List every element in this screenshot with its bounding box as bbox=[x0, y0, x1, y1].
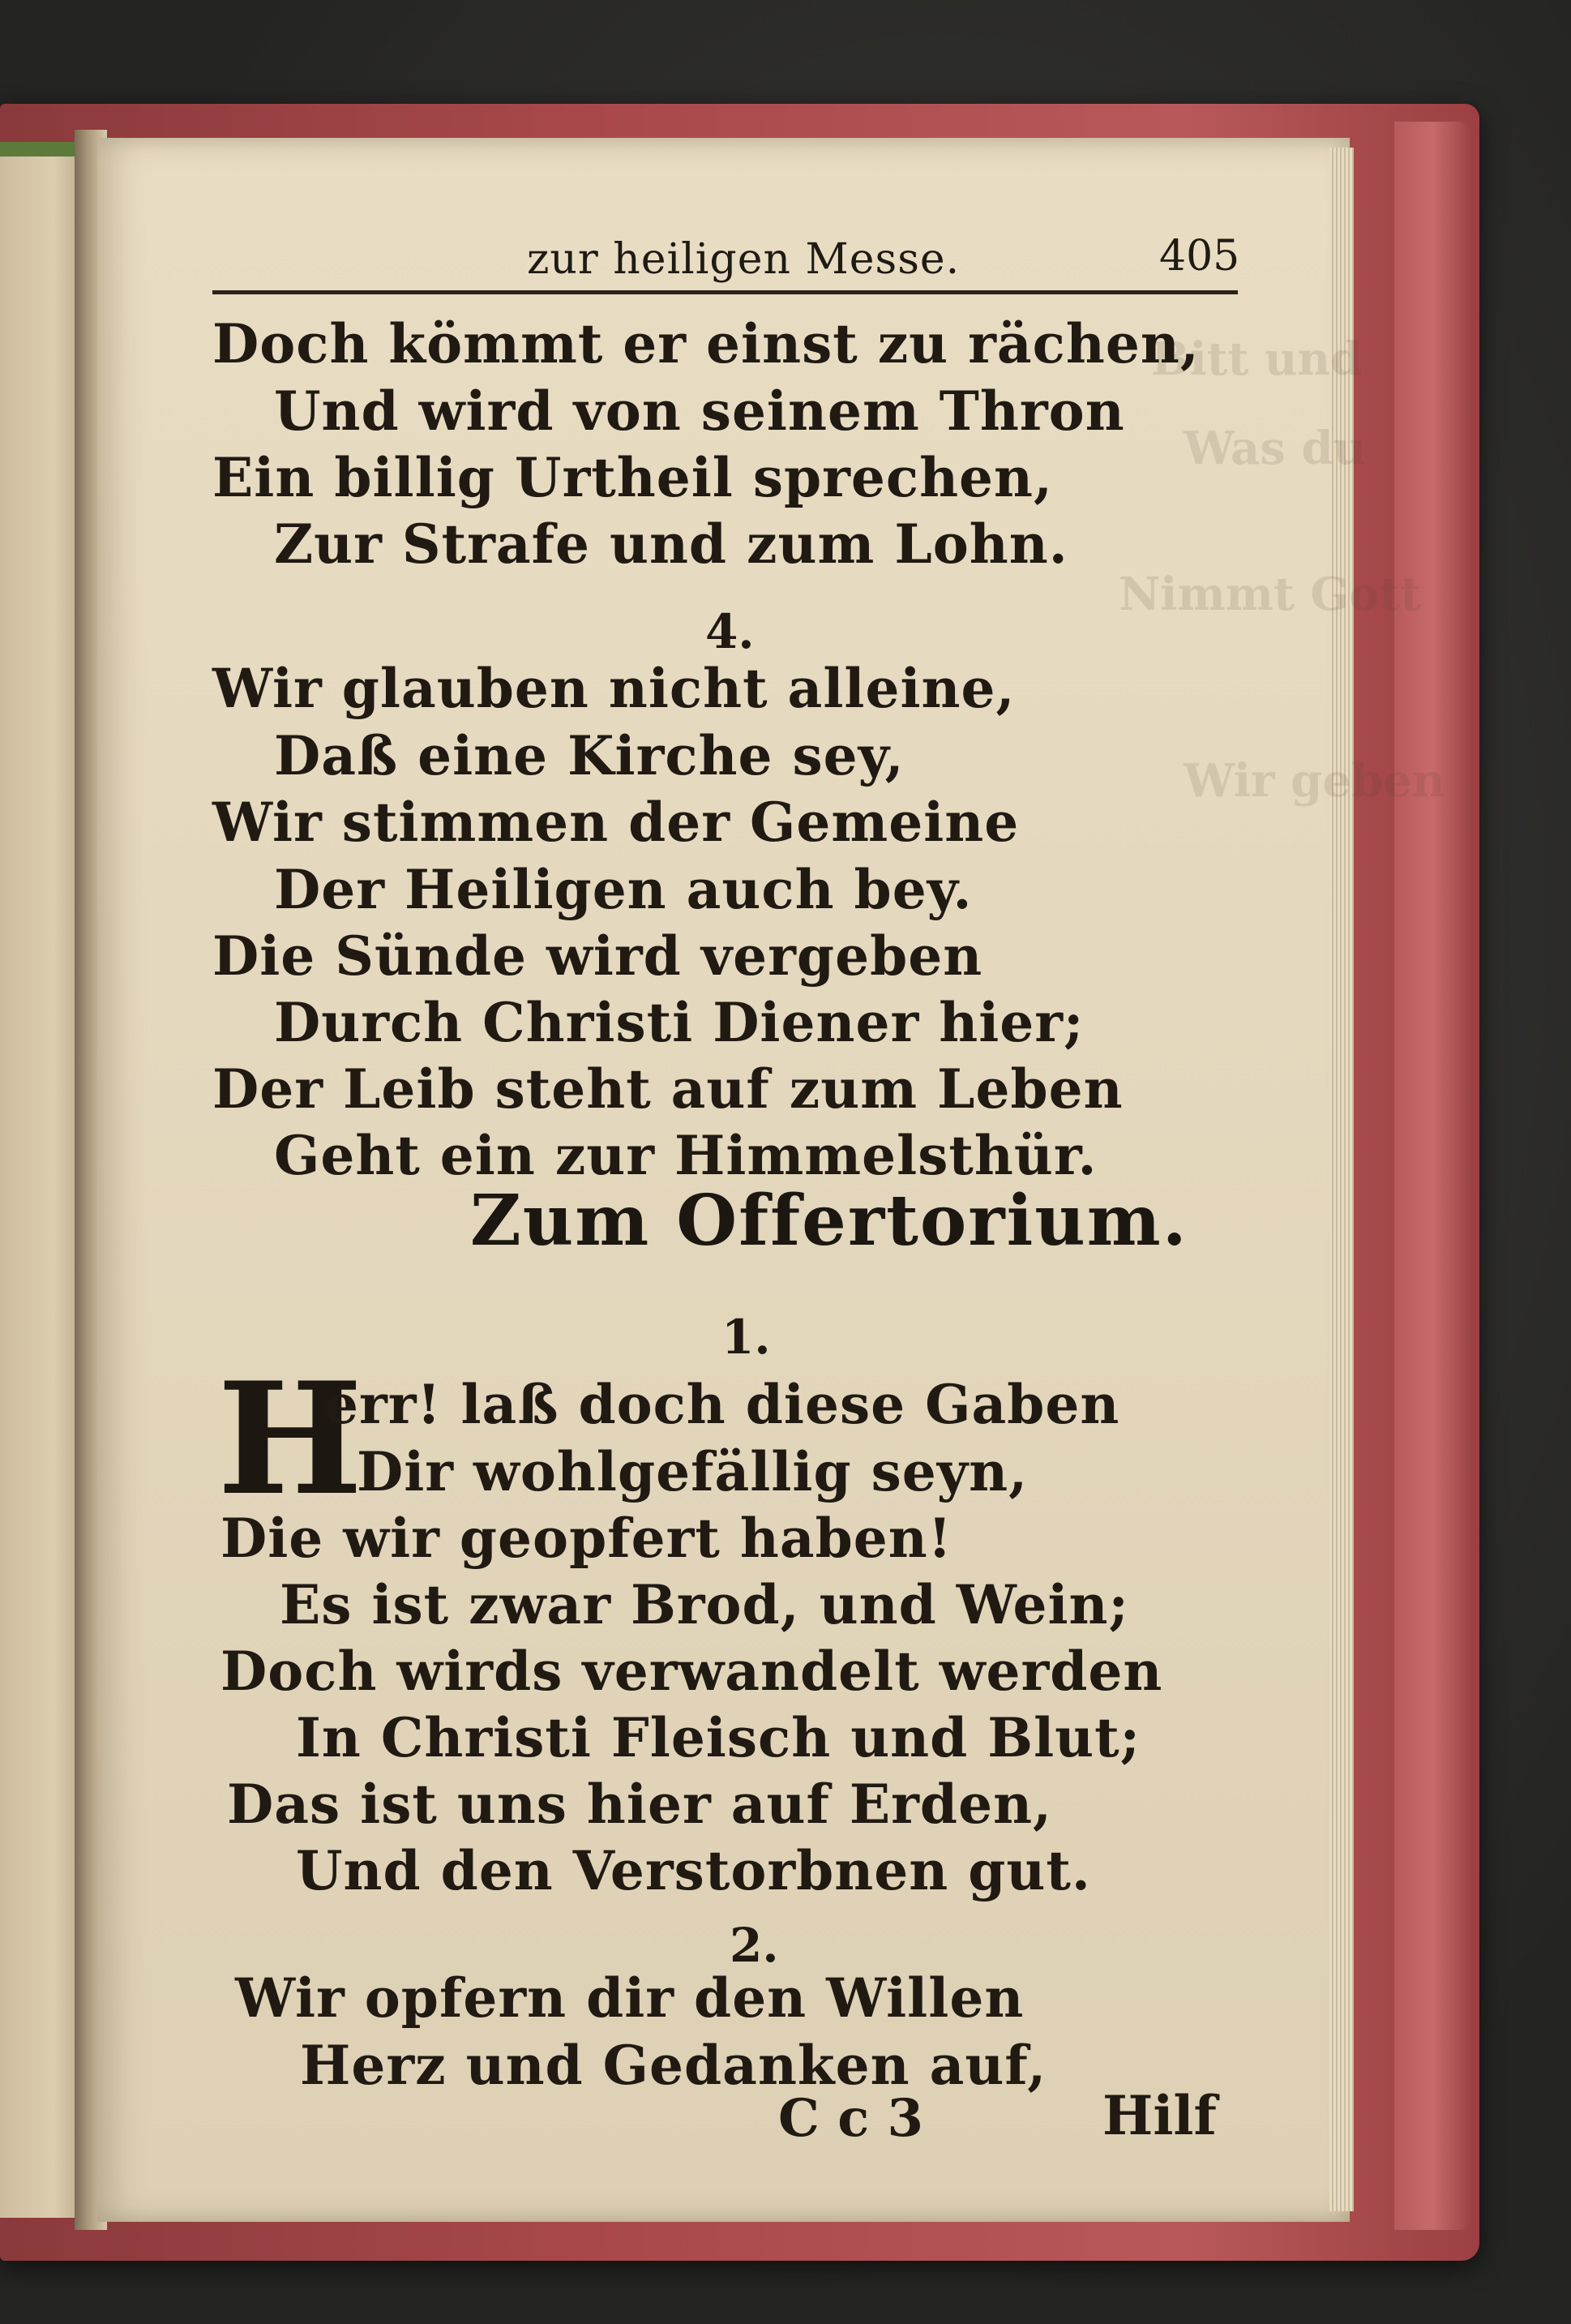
page-header bbox=[113, 225, 1248, 282]
show-through-text: Wir geben bbox=[1184, 754, 1445, 808]
stanza-number: 1. bbox=[721, 1310, 771, 1365]
catchword: Hilf bbox=[1102, 2084, 1217, 2147]
running-title: zur heiligen Messe. bbox=[527, 235, 961, 284]
verse-line: Ein billig Urtheil sprechen, bbox=[212, 446, 1054, 509]
stanza-number: 4. bbox=[705, 604, 755, 659]
cover-edge bbox=[1394, 122, 1471, 2230]
show-through-text: Bitt und bbox=[1151, 332, 1363, 386]
verse-line: Herz und Gedanken auf, bbox=[300, 2034, 1047, 2097]
verse-line: Durch Christi Diener hier; bbox=[274, 991, 1085, 1054]
verse-line: Das ist uns hier auf Erden, bbox=[227, 1773, 1053, 1836]
verse-line: err! laß doch diese Gaben bbox=[324, 1373, 1120, 1436]
section-title: Zum Offertorium. bbox=[470, 1180, 1188, 1262]
verse-line: Der Leib steht auf zum Leben bbox=[212, 1057, 1124, 1121]
stanza-number: 2. bbox=[730, 1918, 779, 1973]
verse-line: In Christi Fleisch und Blut; bbox=[296, 1706, 1141, 1769]
verse-line: Und den Verstorbnen gut. bbox=[296, 1839, 1091, 1902]
verse-line: Wir stimmen der Gemeine bbox=[212, 791, 1020, 854]
signature-mark: C c 3 bbox=[778, 2088, 923, 2149]
header-rule bbox=[212, 290, 1238, 294]
show-through-text: Nimmt Gott bbox=[1119, 568, 1422, 621]
show-through-text: Was du bbox=[1184, 422, 1367, 475]
verse-line: Doch kömmt er einst zu rächen, bbox=[212, 312, 1200, 375]
verse-line: Der Heiligen auch bey. bbox=[274, 858, 973, 921]
verse-line: Dir wohlgefällig seyn, bbox=[357, 1440, 1029, 1503]
verse-line: Doch wirds verwandelt werden bbox=[220, 1640, 1163, 1703]
verse-line: Daß eine Kirche sey, bbox=[274, 724, 905, 787]
verse-line: Zur Strafe und zum Lohn. bbox=[274, 512, 1068, 576]
verse-line: Die Sünde wird vergeben bbox=[212, 924, 983, 988]
verse-line: Die wir geopfert haben! bbox=[220, 1507, 952, 1570]
verse-line: Und wird von seinem Thron bbox=[274, 379, 1125, 443]
verse-line: Es ist zwar Brod, und Wein; bbox=[280, 1573, 1129, 1636]
page-number: 405 bbox=[1159, 232, 1240, 281]
verse-line: Wir glauben nicht alleine, bbox=[212, 657, 1016, 720]
drop-cap: H bbox=[217, 1349, 363, 1529]
verse-line: Wir opfern dir den Willen bbox=[235, 1966, 1025, 2030]
verse-line: Geht ein zur Himmelsthür. bbox=[274, 1124, 1098, 1187]
